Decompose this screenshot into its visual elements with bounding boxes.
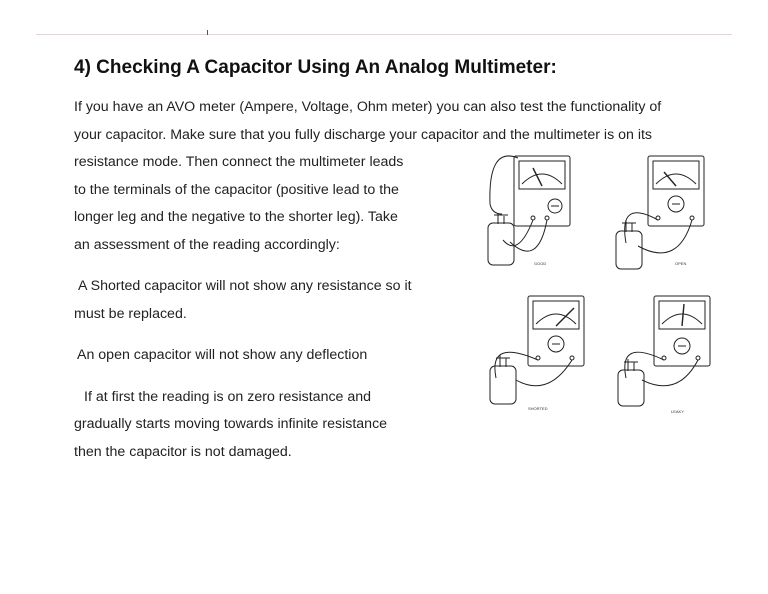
intro-line-3: resistance mode. Then connect the multimeter leads: [74, 154, 404, 170]
good-line-3: then the capacitor is not damaged.: [74, 444, 292, 460]
capacitor-leaky: [618, 370, 644, 406]
good-line-2: gradually starts moving towards infinite resistance: [74, 416, 388, 432]
lead-red-shorted: [516, 360, 572, 386]
open-line: An open capacitor will not show any deflection: [77, 347, 368, 363]
shorted-line-2: must be replaced.: [74, 306, 187, 322]
capacitor-shorted: [490, 366, 516, 404]
meter-panel-good: [488, 156, 570, 266]
label-shorted: SHORTED: [528, 406, 548, 411]
meter-dial-open: [653, 161, 699, 189]
meter-panel-open: [616, 156, 704, 269]
label-good: GOOD: [534, 261, 547, 266]
label-open: OPEN: [675, 261, 687, 266]
meter-scale-shorted: [536, 314, 576, 324]
meter-body-open: [648, 156, 704, 226]
lead-red-leaky: [642, 360, 698, 386]
meter-needle-shorted: [556, 308, 574, 326]
intro-line-5: longer leg and the negative to the shorter leg). Take: [74, 209, 398, 225]
lead-red-good: [510, 220, 547, 251]
capacitor-good: [488, 223, 514, 265]
meter-panel-shorted: [490, 296, 584, 411]
lead-black-open: [625, 213, 658, 243]
meter-body-good: [514, 156, 570, 226]
label-leaky: LEAKY: [671, 409, 684, 414]
intro-line-4: to the terminals of the capacitor (positive lead to the: [74, 182, 399, 198]
shorted-line-1: A Shorted capacitor will not show any resistance so it: [78, 278, 412, 294]
meter-scale-good: [522, 174, 562, 184]
intro-line-2: your capacitor. Make sure that you fully discharge your capacitor and the multimeter is on its: [74, 127, 653, 143]
meter-needle-good: [533, 168, 542, 186]
multimeter-figure: [478, 148, 728, 428]
intro-line-1: If you have an AVO meter (Ampere, Voltage, Ohm meter) you can also test the functionality of: [74, 99, 662, 115]
intro-line-6: an assessment of the reading accordingly:: [74, 237, 340, 253]
meter-dial-shorted: [533, 301, 579, 329]
section-heading: 4) Checking A Capacitor Using An Analog Multimeter:: [74, 57, 557, 78]
meter-scale-open: [656, 174, 696, 184]
meter-needle-leaky: [682, 304, 684, 326]
capacitor-open: [616, 231, 642, 269]
top-divider: [36, 34, 732, 35]
lead-red-open: [638, 220, 692, 253]
meter-body-shorted: [528, 296, 584, 366]
top-divider-tick: [207, 30, 208, 35]
meter-panel-leaky: [618, 296, 710, 414]
good-line-1: If at first the reading is on zero resistance and: [84, 389, 372, 405]
lead-black-good: [503, 220, 533, 246]
meter-body-leaky: [654, 296, 710, 366]
